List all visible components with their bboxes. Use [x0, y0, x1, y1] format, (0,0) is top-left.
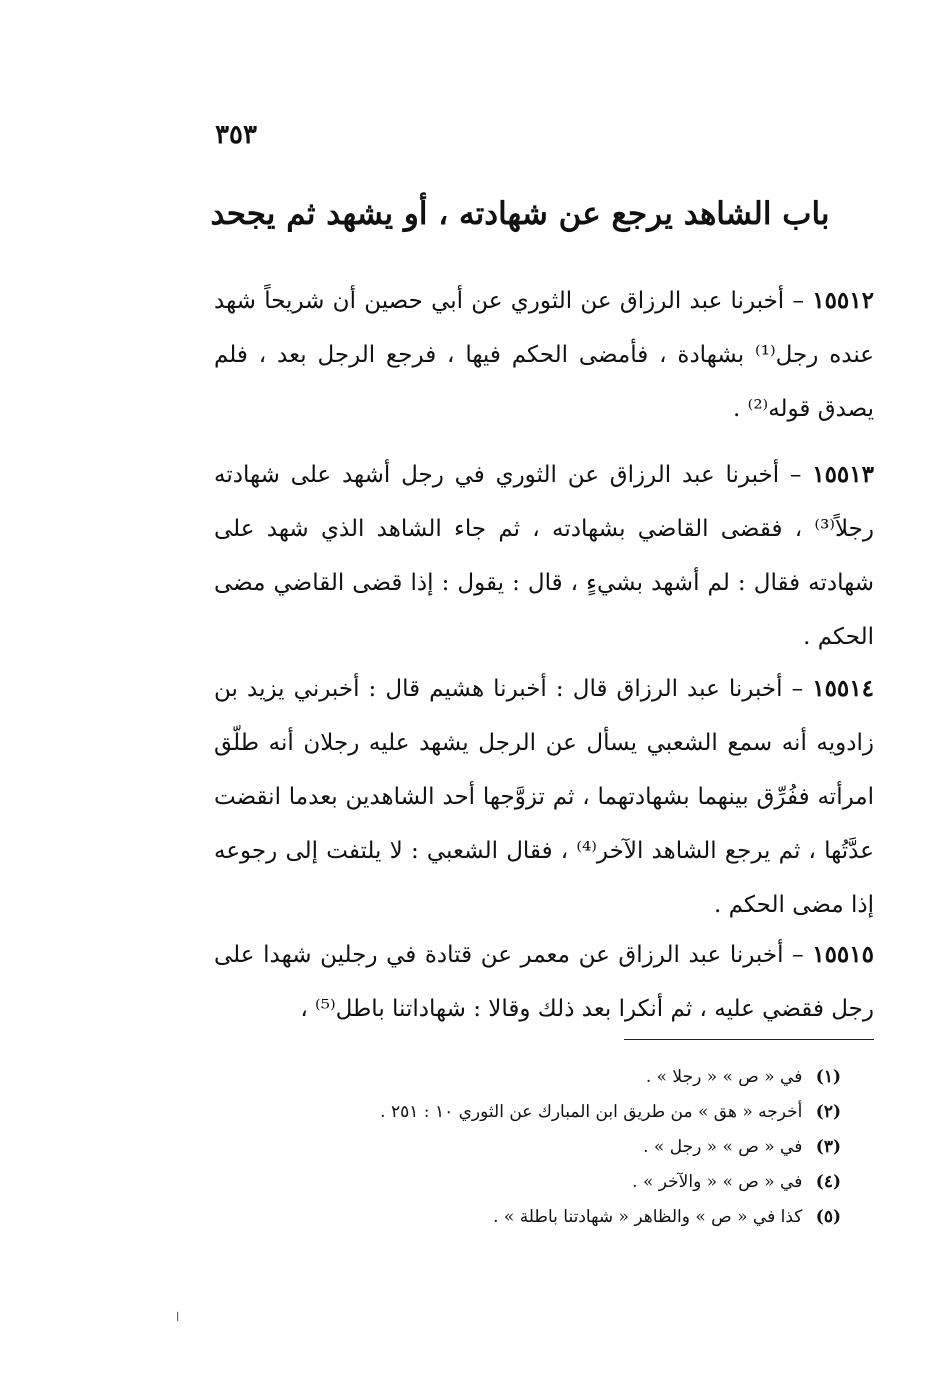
hadith-entry [214, 274, 874, 436]
footnote-mark: (٥) [815, 1207, 841, 1227]
footnote-divider [624, 1039, 874, 1040]
hadith-text: – أخبرنا عبد الرزاق عن الثوري في رجل أشهد على شهادته رجلاً⁽³⁾ ، فقضى القاضي بشهادته ، ثم جاء الشاهد الذي شهد على شهادته فقال : لم أشهد بشيءٍ ، قال : يقول : إذا قضى القاضي مضى الحكم . [214, 462, 874, 650]
footnote [241, 1095, 841, 1130]
footnotes [241, 1060, 841, 1235]
hadith-text: – أخبرنا عبد الرزاق قال : أخبرنا هشيم قال : أخبرني يزيد بن زادويه أنه سمع الشعبي يسأل عن الرجل يشهد عليه رجلان أنه طلّق امرأته ففُرِّق بينهما بشهادتهما ، ثم تزوَّجها أحد الشاهدين بعدما انقضت عدَّتُها ، ثم يرجع الشاهد الآخر⁽⁴⁾ ، فقال الشعبي : لا يلتفت إلى رجوعه إذا مضى الحكم . [214, 676, 874, 918]
footnote-text: أخرجه « هق » من طريق ابن المبارك عن الثوري ١٠ : ٢٥١ . [380, 1102, 803, 1122]
hadith-text: – أخبرنا عبد الرزاق عن الثوري عن أبي حصين أن شريحاً شهد عنده رجل⁽¹⁾ بشهادة ، فأمضى الحكم فيها ، فرجع الرجل بعد ، فلم يصدق قوله⁽²⁾ . [214, 288, 874, 422]
hadith-text: – أخبرنا عبد الرزاق عن معمر عن قتادة في رجلين شهدا على رجل فقضي عليه ، ثم أنكرا بعد ذلك وقالا : شهاداتنا باطل⁽⁵⁾ ، [214, 942, 874, 1022]
footnote-text: كذا في « ص » والظاهر « شهادتنا باطلة » . [493, 1207, 803, 1227]
hadith-number: ١٥٥١٥ [812, 941, 874, 968]
footnote [241, 1060, 841, 1095]
footnote-text: في « ص » « رجلا » . [645, 1067, 803, 1087]
hadith-number: ١٥٥١٣ [812, 461, 874, 488]
footnote [241, 1130, 841, 1165]
footnote-mark: (٢) [815, 1102, 841, 1122]
footnote-text: في « ص » « رجل » . [643, 1137, 803, 1157]
footnote [241, 1200, 841, 1235]
footnote [241, 1165, 841, 1200]
page-number: ٣٥٣ [215, 120, 257, 150]
hadith-entry [214, 448, 874, 664]
footnote-mark: (١) [815, 1067, 841, 1087]
footnote-mark: (٤) [815, 1172, 841, 1192]
chapter-title: باب الشاهد يرجع عن شهادته ، أو يشهد ثم يجحد [210, 196, 830, 232]
hadith-number: ١٥٥١٤ [812, 675, 874, 702]
footnote-mark: (٣) [815, 1137, 841, 1157]
hadith-entry [214, 928, 874, 1036]
hadith-number: ١٥٥١٢ [812, 287, 874, 314]
stray-mark: ا [176, 1310, 180, 1324]
footnote-text: في « ص » « والآخر » . [632, 1172, 803, 1192]
hadith-entry [214, 662, 874, 932]
